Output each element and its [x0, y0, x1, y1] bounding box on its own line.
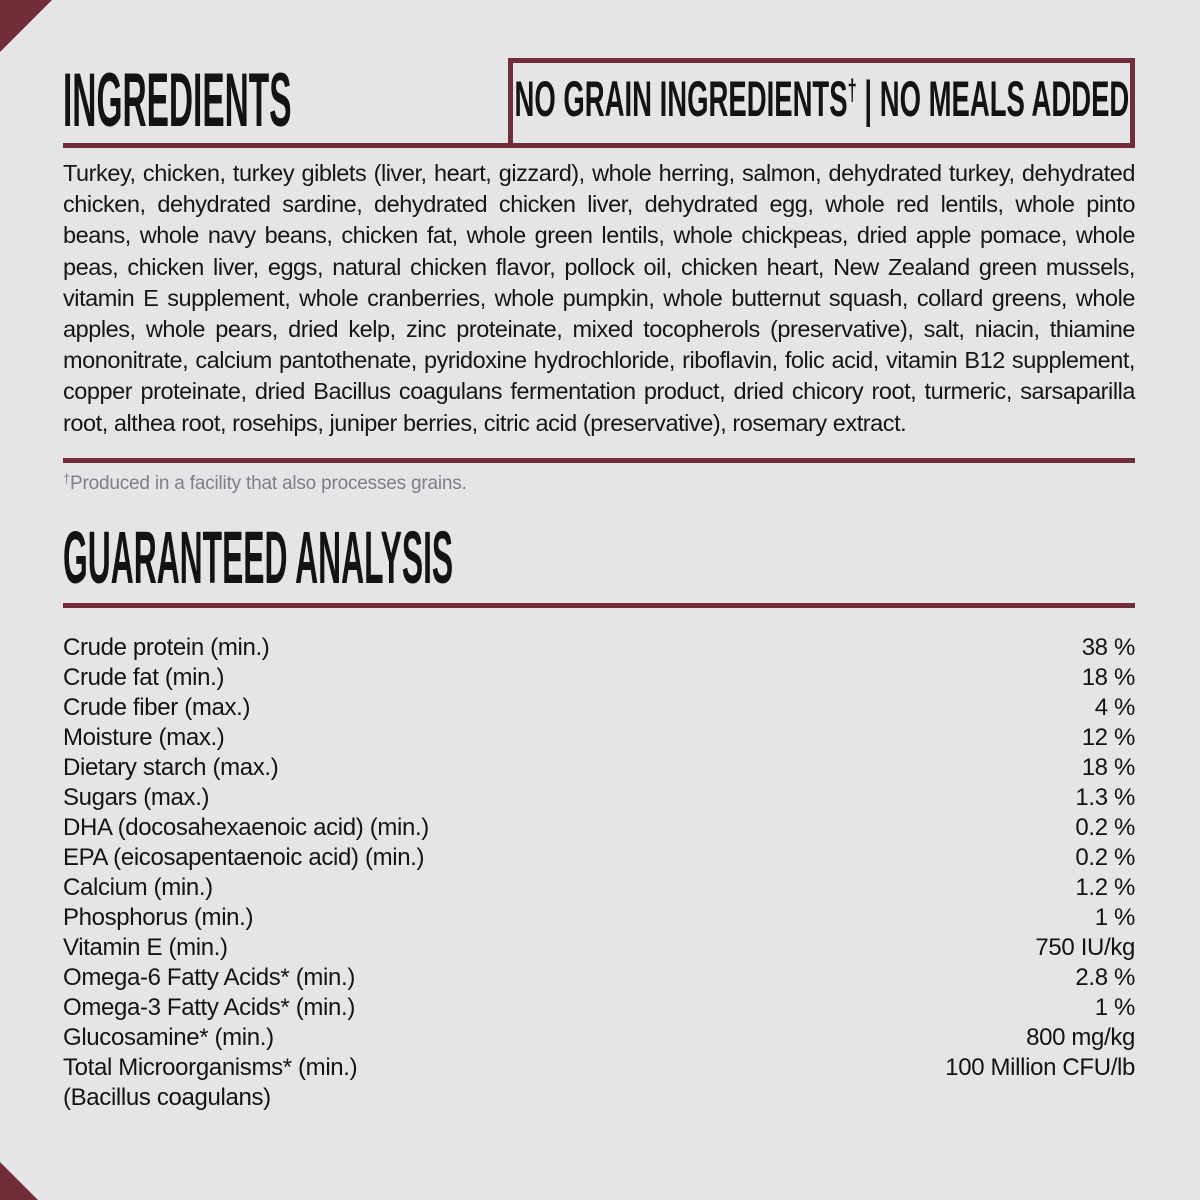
- table-row: [63, 993, 1135, 1023]
- table-row: [63, 783, 1135, 813]
- row-label: Total Microorganisms* (min.): [63, 1054, 358, 1081]
- table-row: [63, 933, 1135, 963]
- ingredients-title: INGREDIENTS: [63, 58, 292, 143]
- row-label: Omega-6 Fatty Acids* (min.): [63, 964, 355, 991]
- analysis-underline: [63, 603, 1135, 608]
- footnote-divider: [63, 458, 1135, 463]
- table-row: [63, 693, 1135, 723]
- row-value: 1.2 %: [1075, 874, 1135, 901]
- row-label: Dietary starch (max.): [63, 754, 279, 781]
- row-label: Omega-3 Fatty Acids* (min.): [63, 994, 355, 1021]
- table-row: [63, 903, 1135, 933]
- badge-text-part1: NO GRAIN INGREDIENTS: [514, 71, 848, 127]
- row-label: DHA (docosahexaenoic acid) (min.): [63, 814, 429, 841]
- no-grain-badge: [508, 58, 1135, 148]
- footnote: [63, 471, 1135, 495]
- no-grain-badge-text: [514, 71, 1129, 132]
- footnote-dagger: †: [63, 471, 71, 486]
- row-label: Glucosamine* (min.): [63, 1024, 274, 1051]
- row-value: 18 %: [1081, 664, 1135, 691]
- footnote-text: Produced in a facility that also processes grains.: [70, 473, 467, 494]
- corner-accent-bottom-left: [0, 1162, 38, 1200]
- table-row: [63, 873, 1135, 903]
- row-label: Sugars (max.): [63, 784, 210, 811]
- row-value: 750 IU/kg: [1035, 934, 1135, 961]
- row-label: Calcium (min.): [63, 874, 213, 901]
- table-row: [63, 813, 1135, 843]
- table-row: [63, 843, 1135, 873]
- ingredients-body: Turkey, chicken, turkey giblets (liver, heart, gizzard), whole herring, salmon, dehydrated turkey, dehydrated chicken, dehydrated sardine, dehydrated chicken liver, dehydrated egg, whole red lentils, whole pinto beans, whole navy beans, chicken fat, whole green lentils, whole chickpeas, dried apple pomace, whole peas, chicken liver, eggs, natural chicken flavor, pollock oil, chicken heart, New Zealand green mussels, vitamin E supplement, whole cranberries, whole pumpkin, whole butternut squash, collard greens, whole apples, whole pears, dried kelp, zinc proteinate, mixed tocopherols (preservative), salt, niacin, thiamine mononitrate, calcium pantothenate, pyridoxine hydrochloride, riboflavin, folic acid, vitamin B12 supplement, copper proteinate, dried Bacillus coagulans fermentation product, dried chicory root, turmeric, sarsaparilla root, althea root, rosehips, juniper berries, citric acid (preservative), rosemary extract.: [63, 160, 1135, 436]
- table-row: [63, 1053, 1135, 1083]
- row-label: Crude fiber (max.): [63, 694, 251, 721]
- row-value: 1 %: [1094, 994, 1135, 1021]
- badge-dagger: †: [847, 74, 857, 107]
- row-value: 800 mg/kg: [1026, 1024, 1135, 1051]
- row-label: Phosphorus (min.): [63, 904, 254, 931]
- row-label: Vitamin E (min.): [63, 934, 228, 961]
- analysis-table: [63, 633, 1135, 1113]
- table-row: [63, 1083, 1135, 1113]
- row-value: 0.2 %: [1075, 814, 1135, 841]
- row-value: 2.8 %: [1075, 964, 1135, 991]
- row-value: 38 %: [1081, 634, 1135, 661]
- row-value: 1.3 %: [1075, 784, 1135, 811]
- guaranteed-analysis-title: GUARANTEED ANALYSIS: [63, 516, 454, 599]
- row-label: Crude fat (min.): [63, 664, 225, 691]
- row-label: EPA (eicosapentaenoic acid) (min.): [63, 844, 425, 871]
- table-row: [63, 963, 1135, 993]
- corner-accent-top-left: [0, 0, 52, 52]
- table-row: [63, 723, 1135, 753]
- table-row: [63, 1023, 1135, 1053]
- row-value: 1 %: [1094, 904, 1135, 931]
- row-value: 4 %: [1094, 694, 1135, 721]
- row-label: (Bacillus coagulans): [63, 1084, 271, 1111]
- table-row: [63, 633, 1135, 663]
- table-row: [63, 663, 1135, 693]
- row-value: 0.2 %: [1075, 844, 1135, 871]
- row-label: Crude protein (min.): [63, 634, 270, 661]
- badge-text-part2: | NO MEALS ADDED: [856, 71, 1129, 127]
- row-value: 100 Million CFU/lb: [945, 1054, 1135, 1081]
- row-value: 18 %: [1081, 754, 1135, 781]
- row-value: 12 %: [1081, 724, 1135, 751]
- table-row: [63, 753, 1135, 783]
- row-label: Moisture (max.): [63, 724, 225, 751]
